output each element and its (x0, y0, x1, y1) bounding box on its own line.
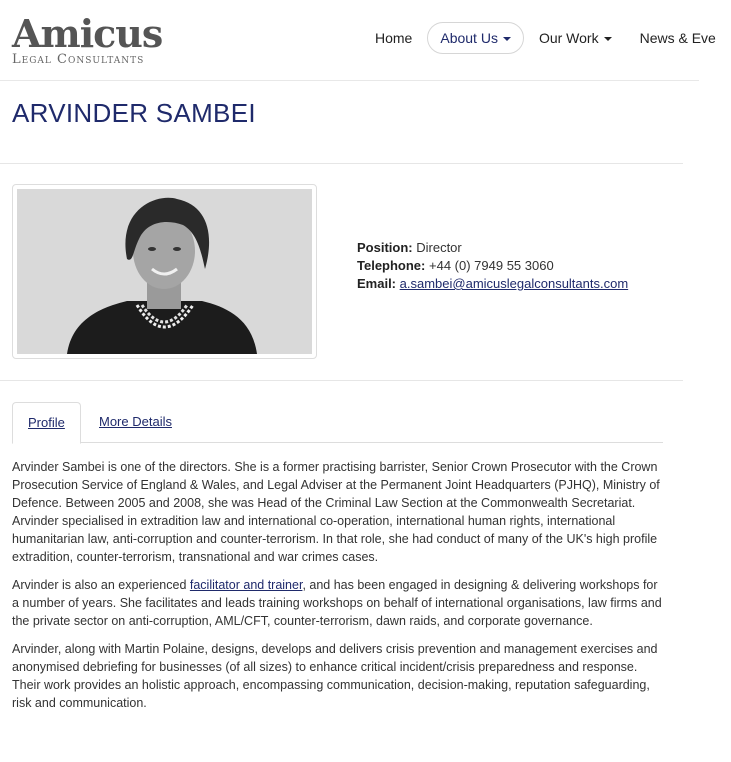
position-value: Director (416, 240, 462, 255)
profile-photo (17, 189, 312, 354)
tab-more-details[interactable] (84, 402, 187, 442)
profile-tabs (12, 402, 663, 443)
main-nav (362, 22, 731, 54)
site-header (0, 0, 716, 81)
bio-paragraph (12, 576, 663, 630)
bio-paragraph: Arvinder, along with Martin Polaine, designs, develops and delivers crisis prevention and management exercises and anonymised debriefing for businesses (of all sizes) to enhance critical incident/crisis preparedness and response. Their work provides an holistic approach, encompassing communication, decision-making, reputation safeguarding, risk and communication. (12, 642, 658, 710)
email-label: Email: (357, 276, 397, 291)
position-row (357, 239, 628, 257)
logo-tagline: Legal Consultants (12, 52, 145, 67)
email-row (357, 275, 628, 293)
bio-text: Arvinder is also an experienced (12, 578, 190, 592)
page-title: ARVINDER SAMBEI (12, 98, 256, 128)
nav-our-work-label: Our Work (538, 30, 599, 46)
chevron-down-icon (604, 37, 612, 41)
logo-wordmark: Amicus (12, 11, 163, 56)
bio-text: , and has been engaged in designing & delivering workshops for a number of years. She facilitates and leads training workshops on behalf of international organisations, law firms and the private sector on anti-corruption, AML/CFT, counter-terrorism, dawn raids, and corporate governance. (12, 578, 662, 628)
email-link[interactable]: a.sambei@amicuslegalconsultants.com (399, 276, 629, 291)
portrait-image (17, 189, 312, 354)
chevron-down-icon (503, 37, 511, 41)
divider (0, 163, 683, 164)
bio-paragraph: Arvinder Sambei is one of the directors. She is a former practising barrister, Senior Crown Prosecutor with the Crown Prosecution Service of England & Wales, and Legal Adviser at the Permanent Joint Headquarters (PJHQ), Ministry of Defence. Between 2005 and 2008, she was Head of the Criminal Law Section at the Commonwealth Secretariat. Arvinder specialised in extradition law and international co-operation, international human rights, international humanitarian law, anti-corruption and counter-terrorism. In that role, she had conduct of many of the UK's high profile extradition, counter-terrorism, transnational and war crimes cases. (12, 460, 660, 564)
profile-bio (12, 458, 663, 722)
nav-about-us[interactable] (427, 22, 524, 54)
tab-more-details-label: More Details (99, 414, 172, 429)
telephone-value: +44 (0) 7949 55 3060 (429, 258, 554, 273)
site-logo[interactable] (12, 11, 163, 68)
nav-news-events[interactable] (627, 22, 729, 54)
nav-home[interactable] (362, 22, 425, 54)
telephone-row (357, 257, 628, 275)
nav-about-us-label: About Us (440, 30, 498, 46)
contact-details (357, 239, 628, 293)
nav-news-events-label: News & Eve (639, 30, 716, 46)
tab-profile-label: Profile (28, 415, 65, 430)
profile-photo-frame (12, 184, 317, 359)
divider (0, 380, 683, 381)
position-label: Position: (357, 240, 413, 255)
nav-home-label: Home (375, 30, 413, 46)
tab-profile[interactable] (12, 402, 81, 444)
nav-our-work[interactable] (526, 22, 625, 54)
facilitator-trainer-link[interactable]: facilitator and trainer (189, 578, 303, 592)
telephone-label: Telephone: (357, 258, 426, 273)
